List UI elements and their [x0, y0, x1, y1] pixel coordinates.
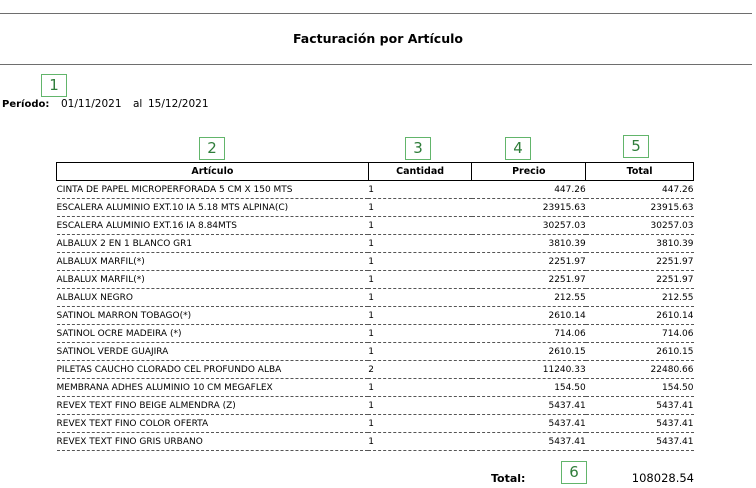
- cell-cantidad: 1: [368, 289, 472, 307]
- column-header-precio: Precio: [472, 163, 586, 181]
- cell-total: 5437.41: [586, 415, 694, 433]
- period-from: 01/11/2021: [61, 98, 122, 110]
- cell-cantidad: 1: [368, 343, 472, 361]
- table-row: [57, 325, 694, 343]
- cell-cantidad: 2: [368, 361, 472, 379]
- cell-total: 30257.03: [586, 217, 694, 235]
- cell-articulo: REVEX TEXT FINO COLOR OFERTA: [57, 415, 369, 433]
- cell-total: 23915.63: [586, 199, 694, 217]
- cell-articulo: ALBALUX MARFIL(*): [57, 253, 369, 271]
- cell-total: 2251.97: [586, 271, 694, 289]
- cell-cantidad: 1: [368, 199, 472, 217]
- cell-articulo: ALBALUX NEGRO: [57, 289, 369, 307]
- marker-badge-4: 4: [505, 137, 531, 160]
- report-title: Facturación por Artículo: [293, 31, 463, 46]
- cell-cantidad: 1: [368, 181, 472, 199]
- cell-articulo: PILETAS CAUCHO CLORADO CEL PROFUNDO ALBA: [57, 361, 369, 379]
- cell-total: 2610.14: [586, 307, 694, 325]
- marker-badge-3: 3: [405, 137, 431, 160]
- cell-cantidad: 1: [368, 217, 472, 235]
- cell-precio: 154.50: [472, 379, 586, 397]
- marker-badge-1: 1: [41, 74, 67, 97]
- cell-total: 2251.97: [586, 253, 694, 271]
- marker-badge-6: 6: [561, 461, 587, 484]
- table-row: [57, 307, 694, 325]
- cell-cantidad: 1: [368, 253, 472, 271]
- cell-cantidad: 1: [368, 433, 472, 451]
- cell-articulo: SATINOL MARRON TOBAGO(*): [57, 307, 369, 325]
- cell-total: 22480.66: [586, 361, 694, 379]
- top-rule: [0, 13, 752, 14]
- table-row: [57, 415, 694, 433]
- marker-badge-2: 2: [199, 137, 225, 160]
- cell-precio: 23915.63: [472, 199, 586, 217]
- table-row: [57, 235, 694, 253]
- cell-articulo: REVEX TEXT FINO BEIGE ALMENDRA (Z): [57, 397, 369, 415]
- cell-precio: 2610.14: [472, 307, 586, 325]
- column-header-total: Total: [586, 163, 694, 181]
- cell-precio: 2610.15: [472, 343, 586, 361]
- cell-total: 5437.41: [586, 397, 694, 415]
- cell-articulo: SATINOL OCRE MADEIRA (*): [57, 325, 369, 343]
- table-row: [57, 397, 694, 415]
- cell-articulo: CINTA DE PAPEL MICROPERFORADA 5 CM X 150 MTS: [57, 181, 369, 199]
- marker-badge-5: 5: [623, 135, 649, 158]
- period-to: 15/12/2021: [148, 98, 209, 110]
- table-row: [57, 433, 694, 451]
- title-rule: [0, 64, 752, 65]
- cell-precio: 30257.03: [472, 217, 586, 235]
- cell-articulo: ALBALUX 2 EN 1 BLANCO GR1: [57, 235, 369, 253]
- column-header-articulo: Artículo: [57, 163, 369, 181]
- cell-articulo: ALBALUX MARFIL(*): [57, 271, 369, 289]
- column-header-cantidad: Cantidad: [368, 163, 472, 181]
- cell-precio: 11240.33: [472, 361, 586, 379]
- cell-articulo: MEMBRANA ADHES ALUMINIO 10 CM MEGAFLEX: [57, 379, 369, 397]
- cell-total: 714.06: [586, 325, 694, 343]
- cell-total: 154.50: [586, 379, 694, 397]
- table-header-row: [57, 163, 694, 181]
- cell-precio: 714.06: [472, 325, 586, 343]
- cell-precio: 2251.97: [472, 271, 586, 289]
- cell-total: 447.26: [586, 181, 694, 199]
- table-row: [57, 199, 694, 217]
- cell-precio: 5437.41: [472, 415, 586, 433]
- cell-articulo: SATINOL VERDE GUAJIRA: [57, 343, 369, 361]
- cell-precio: 5437.41: [472, 397, 586, 415]
- total-label: Total:: [491, 472, 526, 485]
- cell-total: 212.55: [586, 289, 694, 307]
- table-row: [57, 271, 694, 289]
- table-row: [57, 361, 694, 379]
- cell-precio: 3810.39: [472, 235, 586, 253]
- table-row: [57, 253, 694, 271]
- cell-precio: 2251.97: [472, 253, 586, 271]
- table-row: [57, 343, 694, 361]
- cell-total: 5437.41: [586, 433, 694, 451]
- table-row: [57, 379, 694, 397]
- cell-cantidad: 1: [368, 415, 472, 433]
- cell-precio: 447.26: [472, 181, 586, 199]
- cell-total: 2610.15: [586, 343, 694, 361]
- table-row: [57, 181, 694, 199]
- cell-cantidad: 1: [368, 379, 472, 397]
- cell-precio: 212.55: [472, 289, 586, 307]
- total-value: 108028.54: [631, 471, 694, 485]
- cell-total: 3810.39: [586, 235, 694, 253]
- cell-cantidad: 1: [368, 397, 472, 415]
- cell-precio: 5437.41: [472, 433, 586, 451]
- cell-cantidad: 1: [368, 235, 472, 253]
- articles-table: [56, 162, 694, 451]
- cell-cantidad: 1: [368, 271, 472, 289]
- cell-articulo: ESCALERA ALUMINIO EXT.16 IA 8.84MTS: [57, 217, 369, 235]
- cell-articulo: ESCALERA ALUMINIO EXT.10 IA 5.18 MTS ALPINA(C): [57, 199, 369, 217]
- table-row: [57, 289, 694, 307]
- period-label: Período:: [2, 99, 50, 110]
- cell-cantidad: 1: [368, 325, 472, 343]
- period-connector: al: [133, 98, 143, 110]
- table-row: [57, 217, 694, 235]
- cell-articulo: REVEX TEXT FINO GRIS URBANO: [57, 433, 369, 451]
- cell-cantidad: 1: [368, 307, 472, 325]
